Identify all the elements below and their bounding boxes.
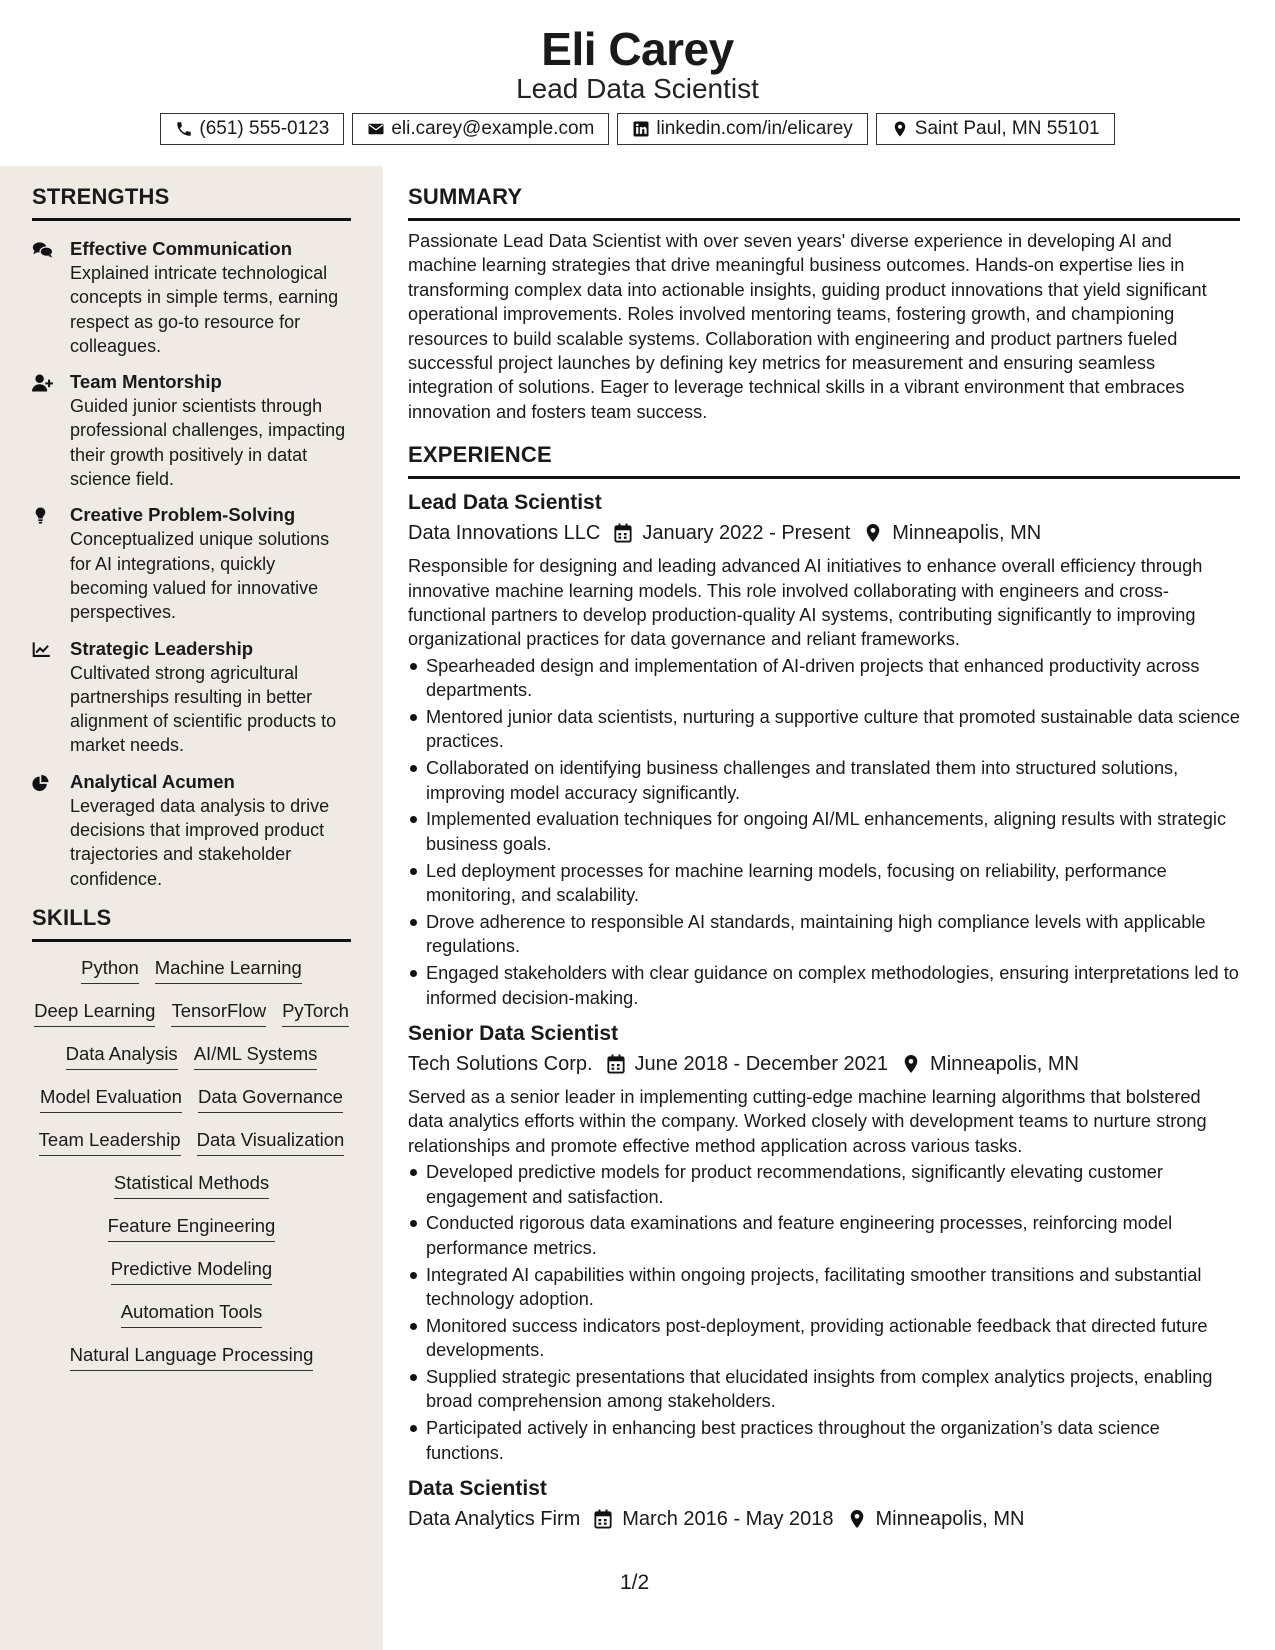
job-company: Tech Solutions Corp. (408, 1052, 593, 1075)
strength-item (32, 370, 351, 491)
experience-heading: EXPERIENCE (408, 440, 1240, 479)
contact-email-text: eli.carey@example.com (391, 118, 595, 139)
skill-tag: Deep Learning (34, 999, 155, 1027)
job-location: Minneapolis, MN (892, 522, 1042, 545)
skill-tag: AI/ML Systems (194, 1042, 318, 1070)
contact-email[interactable] (352, 113, 609, 145)
line-chart-icon (32, 637, 70, 758)
list-item: Mentored junior data scientists, nurturing a supportive culture that promoted sustainable data science practices. (408, 705, 1240, 754)
list-item: Developed predictive models for product recommendations, significantly elevating customer engagement and satisfaction. (408, 1160, 1240, 1209)
job-meta (408, 1504, 1240, 1534)
list-item: Collaborated on identifying business challenges and translated them into structured solutions, improving model accuracy significantly. (408, 756, 1240, 805)
job-entry (408, 1475, 1240, 1534)
lightbulb-icon (32, 503, 70, 624)
strength-title: Strategic Leadership (70, 637, 254, 659)
list-item: Implemented evaluation techniques for ongoing AI/ML enhancements, aligning results with strategic business goals. (408, 807, 1240, 856)
contact-phone-text: (651) 555-0123 (199, 118, 330, 139)
skill-tag: Feature Engineering (108, 1214, 276, 1242)
skill-tag: Natural Language Processing (70, 1343, 314, 1371)
pie-chart-icon (32, 770, 70, 891)
skill-tag: Automation Tools (121, 1300, 263, 1328)
job-bullets (408, 1160, 1240, 1465)
map-pin-icon (850, 523, 892, 543)
job-meta (408, 518, 1240, 548)
summary-heading: SUMMARY (408, 182, 1240, 221)
job-dates: March 2016 - May 2018 (622, 1507, 834, 1530)
skill-tag: Predictive Modeling (111, 1257, 272, 1285)
job-dates: January 2022 - Present (642, 522, 851, 545)
map-pin-icon (891, 120, 909, 138)
skill-tag: Python (81, 956, 139, 984)
map-pin-icon (888, 1054, 930, 1074)
contact-location[interactable] (876, 113, 1115, 145)
job-title: Lead Data Scientist (408, 491, 602, 515)
skills-list (32, 956, 351, 1371)
calendar-icon (600, 523, 642, 543)
contact-phone[interactable] (160, 113, 344, 145)
skill-tag: Statistical Methods (114, 1171, 269, 1199)
user-plus-icon (32, 370, 70, 491)
job-dates: June 2018 - December 2021 (634, 1052, 889, 1075)
strengths-list (32, 237, 351, 891)
skill-tag: Machine Learning (155, 956, 302, 984)
skill-tag: PyTorch (282, 999, 349, 1027)
contact-linkedin[interactable] (617, 113, 867, 145)
contact-bar (0, 113, 1275, 145)
job-title: Senior Data Scientist (408, 1021, 619, 1045)
contact-linkedin-text: linkedin.com/in/elicarey (656, 118, 853, 139)
job-meta (408, 1049, 1240, 1079)
strength-desc: Cultivated strong agricultural partnerships resulting in better alignment of scientific products to market needs. (70, 662, 337, 756)
job-company: Data Analytics Firm (408, 1507, 581, 1530)
chat-bubbles-icon (32, 237, 70, 358)
skill-tag: Data Visualization (197, 1128, 345, 1156)
list-item: Integrated AI capabilities within ongoing projects, facilitating smoother transitions and substantial technology adoption. (408, 1263, 1240, 1312)
list-item: Monitored success indicators post-deployment, providing actionable feedback that directed future developments. (408, 1314, 1240, 1363)
list-item: Participated actively in enhancing best practices throughout the organization’s data science functions. (408, 1416, 1240, 1465)
summary-text: Passionate Lead Data Scientist with over seven years' diverse experience in developing AI and machine learning strategies that drive meaningful business outcomes. Hands-on expertise lies in transforming complex data into actionable insights, guiding product innovations that yield significant operational improvements. Roles involved mentoring teams, fostering growth, and championing resources to build scalable systems. Collaboration with engineering and product partners fueled successful project launches by defining key metrics for measurement and ensuring seamless integration of solutions. Eager to leverage technical skills in a vibrant environment that embraces innovation and fosters team success. (408, 231, 1207, 422)
map-pin-icon (834, 1509, 876, 1529)
list-item: Supplied strategic presentations that elucidated insights from complex analytics projects, enabling broad comprehension among stakeholders. (408, 1365, 1240, 1414)
strength-desc: Explained intricate technological concepts in simple terms, earning respect as go-to resource for colleagues. (70, 263, 339, 356)
skill-tag: TensorFlow (171, 999, 266, 1027)
strength-item (32, 770, 351, 891)
job-title: Data Scientist (408, 1476, 547, 1500)
list-item: Spearheaded design and implementation of AI-driven projects that enhanced productivity across departments. (408, 654, 1240, 703)
calendar-icon (593, 1054, 635, 1074)
strength-title: Analytical Acumen (70, 770, 235, 792)
page-number: 1/2 (620, 1571, 650, 1594)
job-location: Minneapolis, MN (875, 1507, 1025, 1530)
calendar-icon (580, 1509, 622, 1529)
job-bullets (408, 654, 1240, 1010)
resume-header (0, 0, 1275, 166)
candidate-name: Eli Carey (541, 23, 734, 75)
skill-tag: Data Governance (198, 1085, 343, 1113)
strength-desc: Guided junior scientists through professional challenges, impacting their growth positively in datat science field. (70, 396, 346, 490)
strength-desc: Leveraged data analysis to drive decisions that improved product trajectories and stakeholder confidence. (70, 795, 330, 889)
envelope-icon (367, 120, 385, 138)
list-item: Conducted rigorous data examinations and feature engineering processes, reinforcing model performance metrics. (408, 1211, 1240, 1260)
job-description: Served as a senior leader in implementing cutting-edge machine learning algorithms that bolstered data analytics efforts within the company. Worked closely with development teams to nurture strong relationships and promote effective method application across various tasks. (408, 1086, 1207, 1156)
strength-item (32, 237, 351, 358)
strength-title: Team Mentorship (70, 371, 222, 393)
job-entry (408, 1020, 1240, 1465)
main-content (408, 166, 1240, 1534)
job-description: Responsible for designing and leading advanced AI initiatives to enhance overall efficiency through innovative machine learning models. This role involved collaborating with engineers and cross-functional partners to develop production-quality AI systems, contributing significantly to improving organizational practices for data governance and reliant frameworks. (408, 556, 1203, 650)
skill-tag: Model Evaluation (40, 1085, 182, 1113)
skill-tag: Data Analysis (66, 1042, 178, 1070)
list-item: Drove adherence to responsible AI standards, maintaining high compliance levels with applicable regulations. (408, 910, 1240, 959)
skill-tag: Team Leadership (39, 1128, 181, 1156)
skills-heading: SKILLS (32, 903, 351, 942)
strength-desc: Conceptualized unique solutions for AI integrations, quickly becoming valued for innovative perspectives. (70, 529, 330, 623)
list-item: Engaged stakeholders with clear guidance on complex methodologies, ensuring interpretations led to informed decision-making. (408, 961, 1240, 1010)
strength-item (32, 637, 351, 758)
job-entry (408, 489, 1240, 1010)
strength-title: Effective Communication (70, 238, 293, 259)
strength-title: Creative Problem-Solving (70, 504, 296, 526)
linkedin-icon (632, 120, 650, 138)
list-item: Led deployment processes for machine learning models, focusing on reliability, performance monitoring, and scalability. (408, 859, 1240, 908)
job-location: Minneapolis, MN (930, 1052, 1079, 1075)
job-company: Data Innovations LLC (408, 522, 601, 545)
strengths-heading: STRENGTHS (32, 182, 351, 221)
contact-location-text: Saint Paul, MN 55101 (914, 118, 1100, 139)
strength-item (32, 503, 351, 624)
candidate-role: Lead Data Scientist (516, 73, 759, 104)
phone-icon (175, 120, 193, 138)
sidebar (0, 166, 383, 1650)
